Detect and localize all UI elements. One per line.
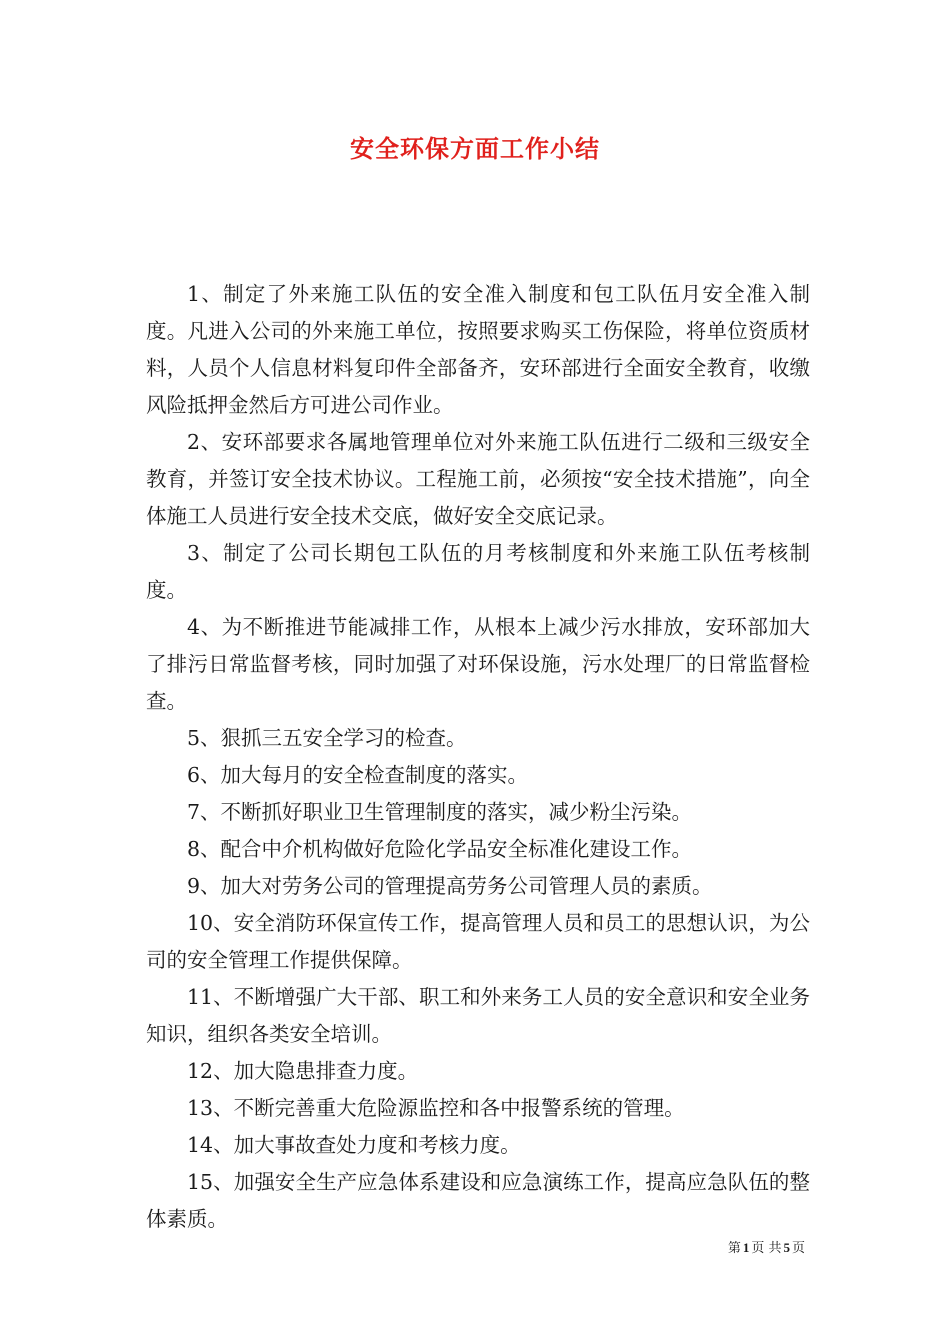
document-title: 安全环保方面工作小结 [350,134,600,163]
footer-middle: 页 共 [751,1241,782,1256]
footer-suffix: 页 [791,1241,805,1256]
footer-prefix: 第 [727,1241,741,1256]
paragraph-8: 8、配合中介机构做好危险化学品安全标准化建设工作。 [187,837,693,861]
paragraph-9: 9、加大对劳务公司的管理提高劳务公司管理人员的素质。 [187,874,713,898]
paragraph-3: 3、制定了公司长期包工队伍的月考核制度和外来施工队伍考核制度。 [146,541,810,602]
paragraph-5: 5、狠抓三五安全学习的检查。 [187,726,467,750]
paragraph-15: 15、加强安全生产应急体系建设和应急演练工作，提高应急队伍的整体素质。 [146,1170,810,1231]
document-body [146,276,810,1238]
paragraph-2: 2、安环部要求各属地管理单位对外来施工队伍进行二级和三级安全教育，并签订安全技术协议。工程施工前，必须按“安全技术措施”，向全体施工人员进行安全技术交底，做好安全交底记录。 [146,430,810,528]
paragraph-11: 11、不断增强广大干部、职工和外来务工人员的安全意识和安全业务知识，组织各类安全培训。 [146,985,810,1046]
page-footer [728,1239,805,1258]
paragraph-7: 7、不断抓好职业卫生管理制度的落实，减少粉尘污染。 [187,800,693,824]
total-page-number: 5 [783,1240,790,1255]
paragraph-12: 12、加大隐患排查力度。 [187,1059,419,1083]
paragraph-13: 13、不断完善重大危险源监控和各中报警系统的管理。 [187,1096,685,1120]
paragraph-6: 6、加大每月的安全检查制度的落实。 [187,763,529,787]
current-page-number: 1 [742,1240,750,1255]
paragraph-14: 14、加大事故查处力度和考核力度。 [187,1133,521,1157]
paragraph-10: 10、安全消防环保宣传工作，提高管理人员和员工的思想认识，为公司的安全管理工作提供保障。 [146,911,810,972]
paragraph-4: 4、为不断推进节能减排工作，从根本上减少污水排放，安环部加大了排污日常监督考核，同时加强了对环保设施，污水处理厂的日常监督检查。 [146,615,810,713]
paragraph-1: 1、制定了外来施工队伍的安全准入制度和包工队伍月安全准入制度。凡进入公司的外来施工单位，按照要求购买工伤保险，将单位资质材料，人员个人信息材料复印件全部备齐，安环部进行全面安全教育，收缴风险抵押金然后方可进公司作业。 [146,282,810,417]
